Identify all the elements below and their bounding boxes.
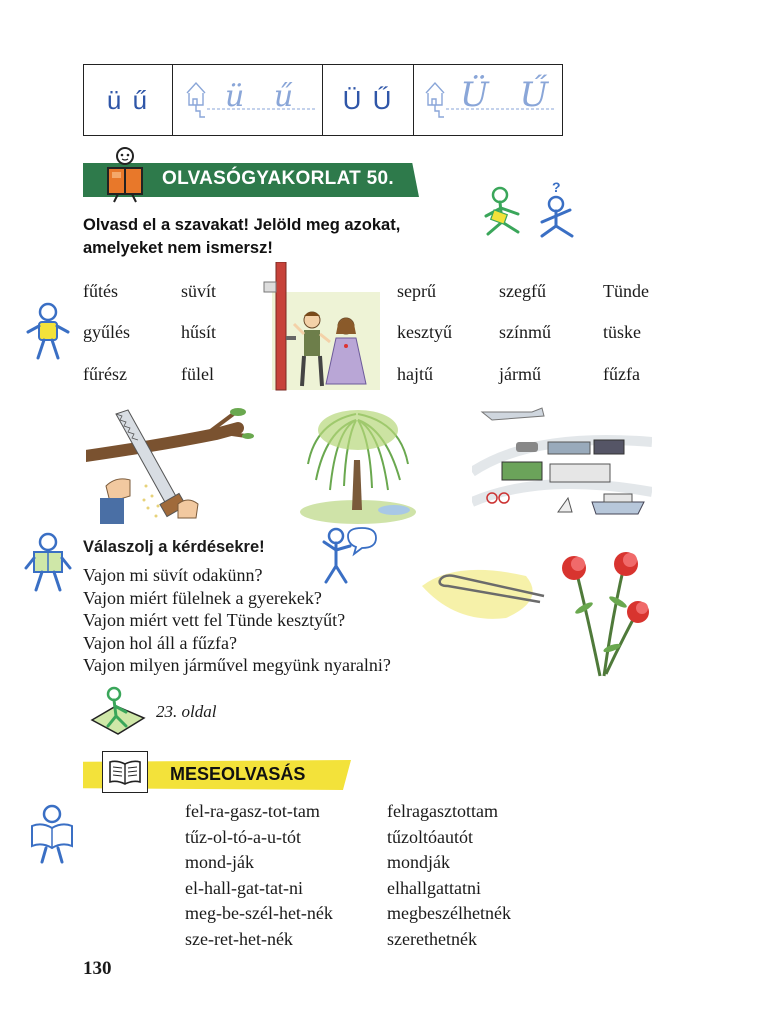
svg-text:?: ? (552, 180, 561, 195)
syllable-word-6: sze-ret-het-nék (185, 928, 293, 949)
uppercase-script-cell (414, 65, 562, 135)
green-sitting-figure-icon (478, 186, 528, 242)
letter-table (83, 64, 563, 136)
page-number: 130 (83, 958, 112, 979)
hairpin-illustration (416, 556, 552, 626)
yellow-shirt-figure-icon (24, 302, 72, 362)
word-szinmu: színmű (499, 322, 551, 342)
house-line-icon (183, 79, 213, 123)
whole-word-5: megbeszélhetnék (387, 903, 511, 923)
uppercase-print-cell (323, 65, 414, 135)
reading-book-figure-icon (24, 532, 74, 594)
vehicles-illustration (472, 402, 652, 526)
instruction-text (83, 214, 483, 260)
word-gyules: gyűlés (83, 322, 130, 342)
lowercase-print-letters: ü ű (106, 84, 150, 115)
question-2: Vajon miért fülelnek a gyerekek? (83, 587, 322, 608)
open-book-icon (107, 758, 143, 786)
willow-tree-illustration (296, 400, 420, 526)
page-reference: 23. oldal (156, 702, 217, 721)
uppercase-print-letters: Ü Ű (342, 84, 394, 115)
word-tuske: tüske (603, 322, 641, 342)
whole-word-2: tűzoltóautót (387, 826, 473, 847)
lowercase-script-letters: ü ű (225, 79, 304, 114)
blue-thinking-figure-icon (536, 180, 582, 242)
lowercase-script-cell (173, 65, 323, 135)
lowercase-print-cell (84, 65, 173, 135)
saw-branch-illustration (86, 406, 254, 524)
word-husit: hűsít (181, 322, 217, 342)
whole-word-6: szerethetnék (387, 928, 477, 949)
house-line-icon (422, 79, 452, 123)
word-kesztyu: kesztyű (397, 322, 452, 342)
syllable-word-1: fel-ra-gasz-tot-tam (185, 801, 320, 821)
word-tunde: Tünde (603, 281, 649, 301)
carnations-illustration (554, 548, 658, 680)
syllable-word-3: mond-ják (185, 852, 254, 872)
word-fuzfa: fűzfa (603, 364, 640, 384)
word-hajtu: hajtű (397, 364, 433, 384)
word-fuesz: fűrész (83, 364, 127, 384)
instruction-line-1: Olvasd el a szavakat! Jelöld meg azokat, (83, 216, 401, 234)
word-futes: fűtés (83, 281, 118, 301)
questions-list (83, 564, 391, 677)
reading-exercise-title: OLVASÓGYAKORLAT 50. (162, 168, 394, 189)
reading-figure-icon (98, 146, 156, 204)
writing-figure-icon (86, 686, 148, 736)
whole-word-1: felragasztottam (387, 801, 498, 821)
word-sepru: seprű (397, 281, 436, 301)
children-at-door-illustration (258, 262, 380, 392)
word-fulel: fülel (181, 364, 214, 384)
word-szegfu: szegfű (499, 281, 546, 301)
syllable-word-4: el-hall-gat-tat-ni (185, 877, 303, 898)
uppercase-script-letters: Ü Ű (460, 75, 559, 115)
questions-title: Válaszolj a kérdésekre! (83, 538, 265, 556)
instruction-line-2: amelyeket nem ismersz! (83, 239, 273, 257)
word-suvit: süvít (181, 281, 217, 301)
question-4: Vajon hol áll a fűzfa? (83, 632, 237, 653)
syllable-word-2: tűz-ol-tó-a-u-tót (185, 826, 301, 847)
book-icon-box (102, 751, 148, 793)
question-1: Vajon mi süvít odakünn? (83, 565, 263, 585)
whole-word-3: mondják (387, 852, 450, 872)
whole-word-4: elhallgattatni (387, 877, 481, 898)
syllable-column (185, 799, 333, 952)
syllable-word-5: meg-be-szél-het-nék (185, 903, 333, 923)
reading-book-blue-figure-icon (24, 804, 80, 864)
question-3: Vajon miért vett fel Tünde kesztyűt? (83, 610, 346, 630)
whole-word-column (387, 799, 511, 952)
word-jarmu: jármű (499, 364, 541, 384)
story-reading-title: MESEOLVASÁS (170, 764, 306, 784)
question-5: Vajon milyen járművel megyünk nyaralni? (83, 655, 391, 675)
